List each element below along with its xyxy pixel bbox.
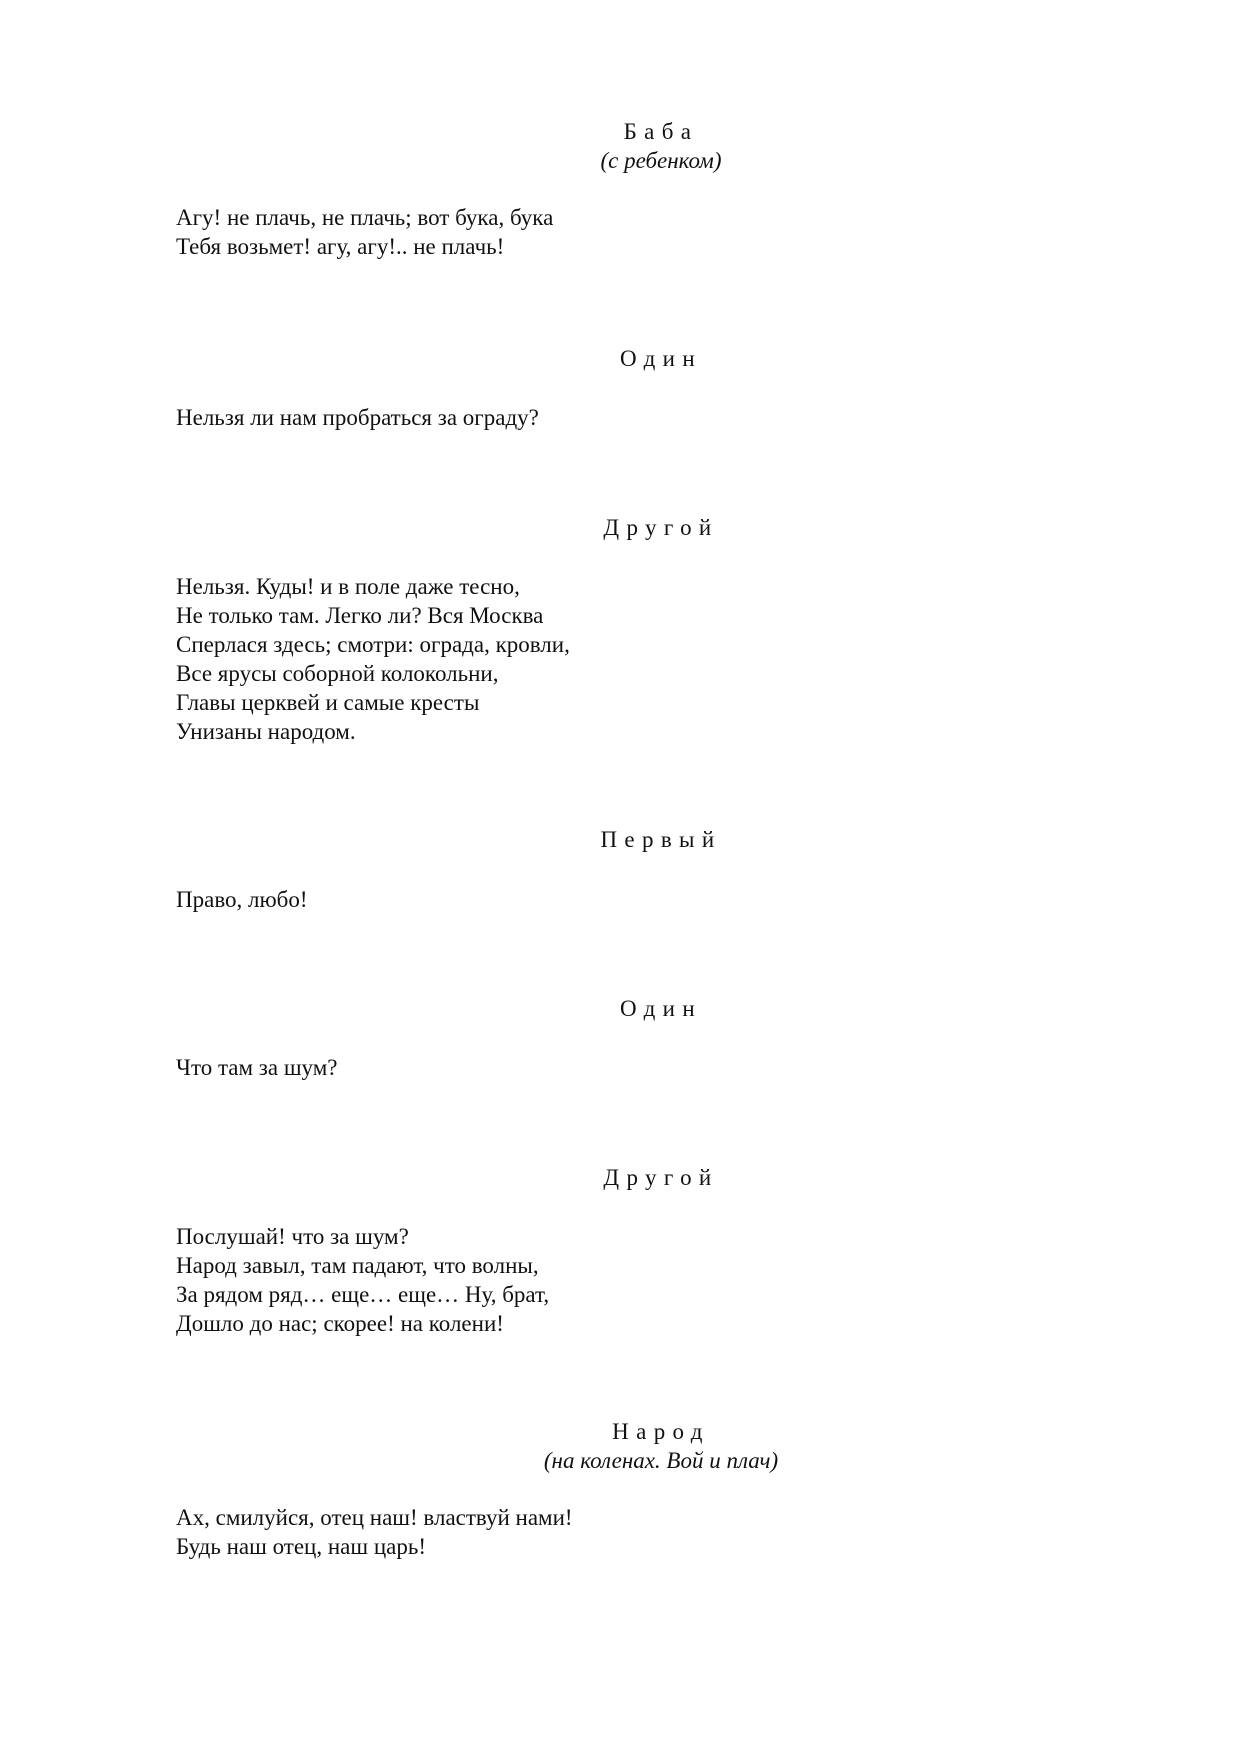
speech-line: Агу! не плачь, не плачь; вот бука, бука bbox=[176, 205, 554, 230]
speech-lines bbox=[176, 1053, 1176, 1082]
speech-line: Главы церквей и самые кресты bbox=[176, 690, 480, 715]
speech-line: Все ярусы соборной колокольни, bbox=[176, 661, 499, 686]
speech-line: Тебя возьмет! агу, агу!.. не плачь! bbox=[176, 234, 505, 259]
speech-lines bbox=[176, 203, 1176, 261]
speech-lines bbox=[176, 403, 1176, 432]
speech-line: Дошло до нас; скорее! на колени! bbox=[176, 1311, 504, 1336]
speech-line: Послушай! что за шум? bbox=[176, 1224, 409, 1249]
speech-lines bbox=[176, 572, 1176, 746]
speaker-name: Другой bbox=[603, 515, 719, 540]
speech-line: Унизаны народом. bbox=[176, 719, 356, 744]
speech-lines bbox=[176, 1503, 1176, 1561]
speech-line: Будь наш отец, наш царь! bbox=[176, 1534, 427, 1559]
speech-line: Сперлася здесь; смотри: ограда, кровли, bbox=[176, 632, 570, 657]
speech-line: Народ завыл, там падают, что волны, bbox=[176, 1253, 539, 1278]
speech-lines bbox=[176, 885, 1176, 914]
speech-line: Право, любо! bbox=[176, 887, 308, 912]
speech-line: Ах, смилуйся, отец наш! властвуй нами! bbox=[176, 1505, 573, 1530]
speech-line: Не только там. Легко ли? Вся Москва bbox=[176, 603, 544, 628]
speech-line: Нельзя. Куды! и в поле даже тесно, bbox=[176, 574, 520, 599]
speech-line: Что там за шум? bbox=[176, 1055, 338, 1080]
stage-direction: (на коленах. Вой и плач) bbox=[543, 1448, 779, 1473]
speaker-name: Баба bbox=[623, 119, 699, 144]
speaker-name: Другой bbox=[603, 1165, 719, 1190]
speech-lines bbox=[176, 1222, 1176, 1338]
speaker-name: Народ bbox=[612, 1419, 710, 1444]
speaker-name: Один bbox=[619, 996, 703, 1021]
speech-line: Нельзя ли нам пробраться за ограду? bbox=[176, 405, 539, 430]
speaker-name: Первый bbox=[600, 827, 722, 852]
speaker-name: Один bbox=[619, 346, 703, 371]
stage-direction: (с ребенком) bbox=[600, 148, 722, 173]
speech-line: За рядом ряд… еще… еще… Ну, брат, bbox=[176, 1282, 550, 1307]
